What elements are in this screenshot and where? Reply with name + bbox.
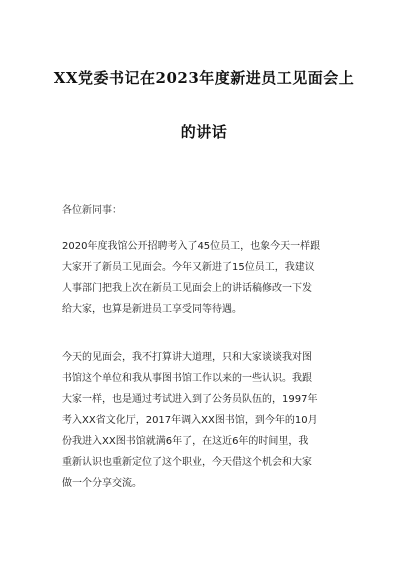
paragraph-line: 份我进入XX图书馆就满6年了，在这近6年的时间里，我 bbox=[62, 436, 309, 447]
paragraph-line: 2020年度我馆公开招聘考入了45位员工，也象今天一样跟 bbox=[62, 241, 321, 252]
paragraph-line: 给大家，也算是新进员工享受同等待遇。 bbox=[62, 304, 242, 315]
paragraph-1 bbox=[62, 236, 347, 320]
salutation: 各位新同事： bbox=[62, 205, 122, 216]
paragraph-line: 重新认识也重新定位了这个职业，今天借这个机会和大家 bbox=[62, 457, 312, 468]
paragraph-line: 大家开了新员工见面会。今年又新进了15位员工，我建议 bbox=[62, 262, 315, 273]
paragraph-line: 大家一样，也是通过考试进入到了公务员队伍的，1997年 bbox=[62, 394, 318, 405]
paragraph-line: 考入XX省文化厅，2017年调入XX图书馆，到今年的10月 bbox=[62, 415, 318, 426]
paragraph-line: 今天的见面会，我不打算讲大道理，只和大家谈谈我对图 bbox=[62, 352, 312, 363]
paragraph-line: 书馆这个单位和我从事图书馆工作以来的一些认识。我跟 bbox=[62, 373, 312, 384]
paragraph-line: 人事部门把我上次在新员工见面会上的讲话稿修改一下发 bbox=[62, 283, 312, 294]
paragraph-line: 做一个分享交流。 bbox=[62, 478, 142, 489]
document-title-line-2: 的讲话 bbox=[180, 123, 228, 141]
document-title-line-1: XX党委书记在2023年度新进员工见面会上 bbox=[53, 69, 355, 87]
paragraph-2 bbox=[62, 347, 347, 494]
